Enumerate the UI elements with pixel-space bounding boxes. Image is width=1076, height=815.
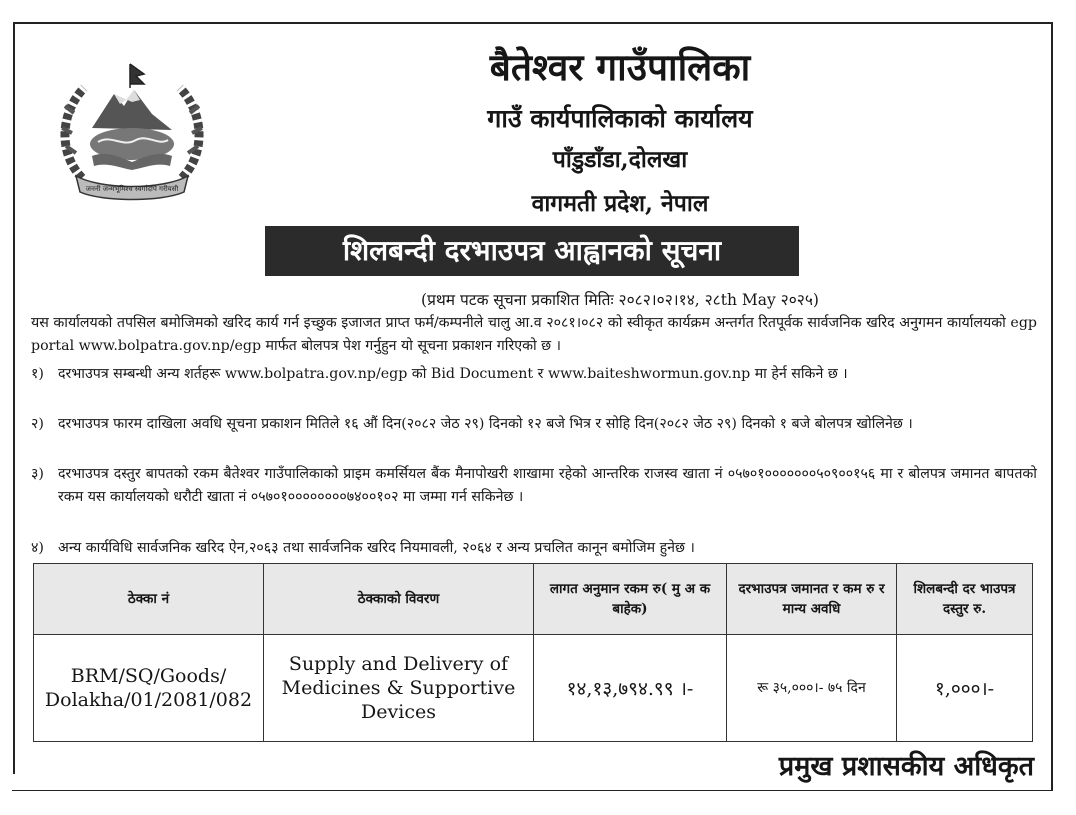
- point-text: दरभाउपत्र दस्तुर बापतको रकम बैतेश्वर गाउँपालिकाको प्राइम कमर्सियल बैंक मैनापोखरी शाखामा रहेको आन्तरिक राजस्व खाता नं ०५७०१०००००००५०९००१५६ मा र बोलपत्र जमानत बापतको रकम यस कार्यालयको धरौटी खाता नं ०५७०१००००००००७४००१०२ मा जम्मा गर्न सकिनेछ ।: [58, 466, 1037, 505]
- emblem-motto: जननी जन्मभूमिश्च स्वर्गादपि गरीयसी: [85, 185, 179, 193]
- condition-point: [31, 413, 1037, 436]
- condition-point: [31, 537, 1037, 560]
- point-text: दरभाउपत्र सम्बन्धी अन्य शर्तहरू www.bolpatra.gov.np/egp को Bid Document र www.baiteshwormun.gov.np मा हेर्न सकिने छ ।: [58, 366, 848, 382]
- point-text: अन्य कार्यविधि सार्वजनिक खरिद ऐन,२०६३ तथा सार्वजनिक खरिद नियमावली, २०६४ र अन्य प्रचलित कानून बमोजिम हुनेछ ।: [58, 540, 695, 556]
- publication-date: (प्रथम पटक सूचना प्रकाशित मितिः २०८२।०२।१४, २८th May २०२५): [421, 291, 819, 309]
- frame-right-border: [1051, 22, 1053, 790]
- nepal-government-emblem-icon: [52, 58, 212, 208]
- condition-point: [31, 463, 1037, 509]
- intro-paragraph: यस कार्यालयको तपसिल बमोजिमको खरिद कार्य गर्न इच्छुक इजाजत प्राप्त फर्म/कम्पनीले चालु आ.व २०८१।०८२ को स्वीकृत कार्यक्रम अन्तर्गत रितपूर्वक सार्वजनिक खरिद अनुगमन कार्यालयको egp portal www.bolpatra.gov.np/egp मार्फत बोलपत्र पेश गर्नुहुन यो सूचना प्रकाशन गरिएको छ ।: [31, 315, 1037, 354]
- office-location: पाँडुडाँडा,दोलखा: [552, 146, 688, 173]
- condition-point: [31, 363, 1037, 386]
- province-country: वागमती प्रदेश, नेपाल: [531, 190, 709, 217]
- column-header-cost-estimate: लागत अनुमान रकम रु( मु अ क बाहेक): [534, 564, 727, 635]
- table-header-row: [34, 564, 1033, 635]
- point-number: १): [31, 366, 44, 382]
- point-text: दरभाउपत्र फारम दाखिला अवधि सूचना प्रकाशन मितिले १६ औं दिन(२०८२ जेठ २९) दिनको १२ बजे भित्र र सोहि दिन(२०८२ जेठ २९) दिनको १ बजे बोलपत्र खोलिनेछ ।: [58, 416, 913, 432]
- notice-title-banner: शिलबन्दी दरभाउपत्र आह्वानको सूचना: [265, 226, 799, 276]
- tender-table: [33, 563, 1033, 742]
- point-number: ३): [31, 466, 44, 482]
- contract-number-cell: BRM/SQ/Goods/ Dolakha/01/2081/082: [34, 635, 264, 742]
- municipality-title: बैतेश्वर गाउँपालिका: [489, 45, 751, 89]
- column-header-contract-no: ठेक्का नं: [34, 564, 264, 635]
- signatory: प्रमुख प्रशासकीय अधिकृत: [778, 751, 1034, 782]
- point-number: ४): [31, 540, 44, 556]
- frame-bottom-border: [12, 790, 1053, 791]
- bid-fee-cell: १,०००।-: [897, 635, 1033, 742]
- cost-estimate-cell: १४,१३,७९४.९९ ।-: [534, 635, 727, 742]
- table-row: [34, 635, 1033, 742]
- frame-top-border: [13, 22, 1053, 24]
- column-header-bid-security: दरभाउपत्र जमानत र कम रु र मान्य अवधि: [727, 564, 897, 635]
- column-header-bid-fee: शिलबन्दी दर भाउपत्र दस्तुर रु.: [897, 564, 1033, 635]
- column-header-description: ठेक्काको विवरण: [264, 564, 534, 635]
- frame-left-border: [13, 22, 15, 774]
- point-number: २): [31, 416, 44, 432]
- office-name: गाउँ कार्यपालिकाको कार्यालय: [487, 104, 753, 133]
- description-cell: Supply and Delivery of Medicines & Supportive Devices: [264, 635, 534, 742]
- bid-security-cell: रू ३५,०००।- ७५ दिन: [727, 635, 897, 742]
